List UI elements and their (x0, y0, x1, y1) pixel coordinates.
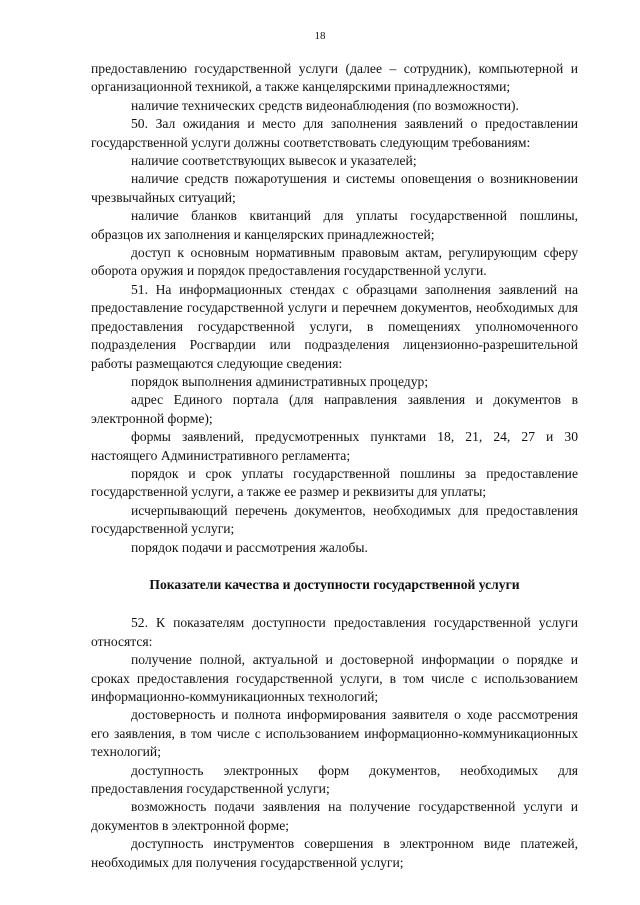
paragraph: адрес Единого портала (для направления заявления и документов в электронной форме); (91, 392, 578, 426)
paragraph: наличие средств пожаротушения и системы оповещения о возникновении чрезвычайных ситуаций; (91, 171, 578, 205)
paragraph: формы заявлений, предусмотренных пунктами 18, 21, 24, 27 и 30 настоящего Административного регламента; (91, 429, 578, 463)
paragraph: доступность электронных форм документов, необходимых для предоставления государственной услуги; (91, 762, 578, 797)
section-heading: Показатели качества и доступности государственной услуги (149, 576, 520, 592)
paragraph: наличие бланков квитанций для уплаты государственной пошлины, образцов их заполнения и канцелярских принадлежностей; (91, 208, 578, 242)
page-number: 18 (314, 30, 326, 42)
paragraph: исчерпывающий перечень документов, необходимых для предоставления государственной услуги; (91, 502, 578, 537)
document-body (91, 60, 578, 872)
paragraph: 51. На информационных стендах с образцами заполнения заявлений на предоставление государственной услуги и перечнем документов, необходимых для предоставления государственной услуги, в помещениях уполномоченного подразделения Росгвардии или подразделения лицензионно-разрешительной работы размещаются следующие сведения: (91, 281, 578, 371)
paragraph: достоверность и полнота информирования заявителя о ходе рассмотрения его заявления, в том числе с использованием информационно-коммуникационных технологий; (91, 707, 578, 760)
paragraph: 52. К показателям доступности предоставления государственной услуги относятся: (91, 615, 578, 649)
paragraph: порядок и срок уплаты государственной пошлины за предоставление государственной услуги, а также ее размер и реквизиты для уплаты; (91, 465, 578, 500)
paragraph: доступ к основным нормативным правовым актам, регулирующим сферу оборота оружия и порядок предоставления государственной услуги. (91, 245, 578, 279)
paragraph: наличие соответствующих вывесок и указателей; (131, 153, 417, 169)
paragraph: предоставлению государственной услуги (далее – сотрудник), компьютерной и организационной техникой, а также канцелярскими принадлежностями; (91, 61, 578, 95)
paragraph: получение полной, актуальной и достоверной информации о порядке и сроках предоставления государственной услуги, в том числе с использованием информационно-коммуникационных технологий; (91, 652, 578, 704)
paragraph: доступность инструментов совершения в электронном виде платежей, необходимых для получения государственной услуги; (91, 836, 578, 870)
paragraph: порядок выполнения административных процедур; (131, 373, 429, 389)
paragraph: порядок подачи и рассмотрения жалобы. (131, 539, 368, 555)
paragraph: наличие технических средств видеонаблюдения (по возможности). (131, 97, 519, 113)
paragraph: 50. Зал ожидания и место для заполнения заявлений о предоставлении государственной услуги должны соответствовать следующим требованиям: (91, 116, 578, 150)
paragraph: возможность подачи заявления на получение государственной услуги и документов в электронной форме; (91, 799, 578, 833)
